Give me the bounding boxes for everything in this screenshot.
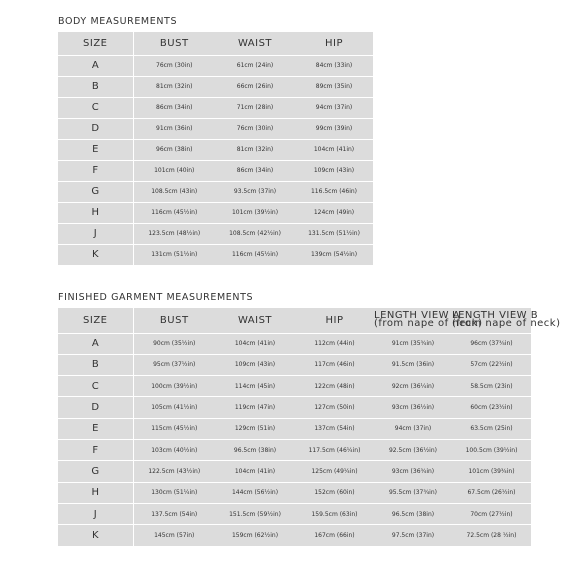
- bust-cell: 137.5cm (54in): [133, 503, 215, 524]
- table-row: [58, 418, 531, 439]
- waist-cell: 151.5cm (59½in): [215, 503, 295, 524]
- bust-cell: 105cm (41½in): [133, 397, 215, 418]
- waist-cell: 93.5cm (37in): [215, 181, 295, 202]
- waist-cell: 76cm (30in): [215, 118, 295, 139]
- table-row: [58, 439, 531, 460]
- table-row: [58, 76, 373, 97]
- waist-cell: 159cm (62½in): [215, 525, 295, 546]
- column-header-length-view-a: [374, 308, 483, 333]
- size-cell: F: [58, 439, 133, 460]
- length-view-b-cell: 100.5cm (39½in): [452, 439, 531, 460]
- waist-cell: 104cm (41in): [215, 333, 295, 354]
- hip-cell: 117cm (46in): [295, 354, 374, 375]
- table-row: [58, 181, 373, 202]
- hip-cell: 152cm (60in): [295, 482, 374, 503]
- size-cell: D: [58, 118, 133, 139]
- hip-cell: 112cm (44in): [295, 333, 374, 354]
- hip-cell: 159.5cm (63in): [295, 503, 374, 524]
- header-subline: (from nape of neck): [452, 318, 561, 330]
- bust-cell: 76cm (30in): [133, 55, 215, 76]
- table-row: [58, 118, 373, 139]
- length-view-a-cell: 93cm (36¾in): [374, 461, 452, 482]
- size-cell: B: [58, 76, 133, 97]
- hip-cell: 94cm (37in): [295, 97, 373, 118]
- size-cell: E: [58, 418, 133, 439]
- bust-cell: 96cm (38in): [133, 139, 215, 160]
- bust-cell: 116cm (45½in): [133, 202, 215, 223]
- length-view-b-cell: 72.5cm (28 ½in): [452, 525, 531, 546]
- table-row: [58, 55, 373, 76]
- size-cell: G: [58, 461, 133, 482]
- hip-cell: 137cm (54in): [295, 418, 374, 439]
- bust-cell: 145cm (57in): [133, 525, 215, 546]
- waist-cell: 109cm (43in): [215, 354, 295, 375]
- finished-garment-measurements-title: FINISHED GARMENT MEASUREMENTS: [58, 292, 254, 303]
- hip-cell: 122cm (48in): [295, 376, 374, 397]
- hip-cell: 125cm (49¼in): [295, 461, 374, 482]
- waist-cell: 119cm (47in): [215, 397, 295, 418]
- waist-cell: 129cm (51in): [215, 418, 295, 439]
- size-cell: D: [58, 397, 133, 418]
- length-view-b-cell: 63.5cm (25in): [452, 418, 531, 439]
- table-row: [58, 354, 531, 375]
- bust-cell: 81cm (32in): [133, 76, 215, 97]
- length-view-b-cell: 60cm (23½in): [452, 397, 531, 418]
- table-header-row: [58, 308, 531, 333]
- bust-cell: 122.5cm (43½in): [133, 461, 215, 482]
- size-cell: A: [58, 333, 133, 354]
- size-cell: G: [58, 181, 133, 202]
- table-row: [58, 461, 531, 482]
- bust-cell: 108.5cm (43in): [133, 181, 215, 202]
- table-row: [58, 139, 373, 160]
- size-cell: H: [58, 202, 133, 223]
- hip-cell: 117.5cm (46¼in): [295, 439, 374, 460]
- size-cell: A: [58, 55, 133, 76]
- hip-cell: 89cm (35in): [295, 76, 373, 97]
- waist-cell: 81cm (32in): [215, 139, 295, 160]
- table-row: [58, 525, 531, 546]
- size-cell: B: [58, 354, 133, 375]
- size-cell: J: [58, 223, 133, 244]
- table-row: [58, 397, 531, 418]
- hip-cell: 104cm (41in): [295, 139, 373, 160]
- table-header-row: [58, 32, 373, 55]
- table-row: [58, 333, 531, 354]
- hip-cell: 127cm (50in): [295, 397, 374, 418]
- waist-cell: 108.5cm (42½in): [215, 223, 295, 244]
- length-view-a-cell: 91.5cm (36in): [374, 354, 452, 375]
- length-view-a-cell: 95.5cm (37¾in): [374, 482, 452, 503]
- table-row: [58, 160, 373, 181]
- bust-cell: 90cm (35½in): [133, 333, 215, 354]
- length-view-b-cell: 57cm (22½in): [452, 354, 531, 375]
- bust-cell: 91cm (36in): [133, 118, 215, 139]
- column-header-waist: WAIST: [237, 314, 273, 326]
- table-row: [58, 244, 373, 265]
- hip-cell: 167cm (66in): [295, 525, 374, 546]
- bust-cell: 101cm (40in): [133, 160, 215, 181]
- hip-cell: 124cm (49in): [295, 202, 373, 223]
- column-header-hip: HIP: [325, 314, 344, 326]
- column-header-size: SIZE: [58, 32, 133, 55]
- header-subline: (from nape of neck): [374, 318, 483, 330]
- length-view-a-cell: 93cm (36½in): [374, 397, 452, 418]
- length-view-a-cell: 97.5cm (37in): [374, 525, 452, 546]
- length-view-a-cell: 92.5cm (36½in): [374, 439, 452, 460]
- size-cell: C: [58, 376, 133, 397]
- hip-cell: 139cm (54½in): [295, 244, 373, 265]
- waist-cell: 116cm (45½in): [215, 244, 295, 265]
- waist-cell: 86cm (34in): [215, 160, 295, 181]
- table-row: [58, 376, 531, 397]
- size-cell: J: [58, 503, 133, 524]
- column-header-size: SIZE: [58, 308, 133, 333]
- size-cell: K: [58, 244, 133, 265]
- size-cell: K: [58, 525, 133, 546]
- column-header-hip: HIP: [325, 37, 343, 49]
- length-view-b-cell: 70cm (27½in): [452, 503, 531, 524]
- bust-cell: 131cm (51½in): [133, 244, 215, 265]
- bust-cell: 95cm (37½in): [133, 354, 215, 375]
- finished-garment-measurements-table: [58, 308, 561, 546]
- size-cell: C: [58, 97, 133, 118]
- waist-cell: 66cm (26in): [215, 76, 295, 97]
- table-row: [58, 202, 373, 223]
- table-row: [58, 482, 531, 503]
- length-view-a-cell: 94cm (37in): [374, 418, 452, 439]
- table-row: [58, 97, 373, 118]
- hip-cell: 84cm (33in): [295, 55, 373, 76]
- waist-cell: 101cm (39½in): [215, 202, 295, 223]
- header-line: LENGTH VIEW B: [452, 310, 539, 322]
- waist-cell: 96.5cm (38in): [215, 439, 295, 460]
- length-view-a-cell: 92cm (36¼in): [374, 376, 452, 397]
- bust-cell: 123.5cm (48½in): [133, 223, 215, 244]
- bust-cell: 103cm (40½in): [133, 439, 215, 460]
- waist-cell: 61cm (24in): [215, 55, 295, 76]
- waist-cell: 71cm (28in): [215, 97, 295, 118]
- header-line: LENGTH VIEW A: [374, 310, 461, 322]
- hip-cell: 99cm (39in): [295, 118, 373, 139]
- bust-cell: 130cm (51¼in): [133, 482, 215, 503]
- waist-cell: 114cm (45in): [215, 376, 295, 397]
- size-cell: E: [58, 139, 133, 160]
- length-view-a-cell: 91cm (35¾in): [374, 333, 452, 354]
- column-header-waist: WAIST: [237, 37, 273, 49]
- size-cell: H: [58, 482, 133, 503]
- table-row: [58, 223, 373, 244]
- table-row: [58, 503, 531, 524]
- hip-cell: 109cm (43in): [295, 160, 373, 181]
- length-view-a-cell: 96.5cm (38in): [374, 503, 452, 524]
- waist-cell: 104cm (41in): [215, 461, 295, 482]
- bust-cell: 100cm (39½in): [133, 376, 215, 397]
- hip-cell: 116.5cm (46in): [295, 181, 373, 202]
- length-view-b-cell: 58.5cm (23in): [452, 376, 531, 397]
- column-header-bust: BUST: [159, 314, 189, 326]
- column-header-bust: BUST: [159, 37, 189, 49]
- bust-cell: 86cm (34in): [133, 97, 215, 118]
- body-measurements-title: BODY MEASUREMENTS: [58, 16, 178, 27]
- bust-cell: 115cm (45½in): [133, 418, 215, 439]
- hip-cell: 131.5cm (51½in): [295, 223, 373, 244]
- size-cell: F: [58, 160, 133, 181]
- length-view-b-cell: 67.5cm (26½in): [452, 482, 531, 503]
- length-view-b-cell: 101cm (39¾in): [452, 461, 531, 482]
- waist-cell: 144cm (56½in): [215, 482, 295, 503]
- column-header-length-view-b: [452, 308, 561, 333]
- length-view-b-cell: 96cm (37¾in): [452, 333, 531, 354]
- body-measurements-table: [58, 32, 373, 265]
